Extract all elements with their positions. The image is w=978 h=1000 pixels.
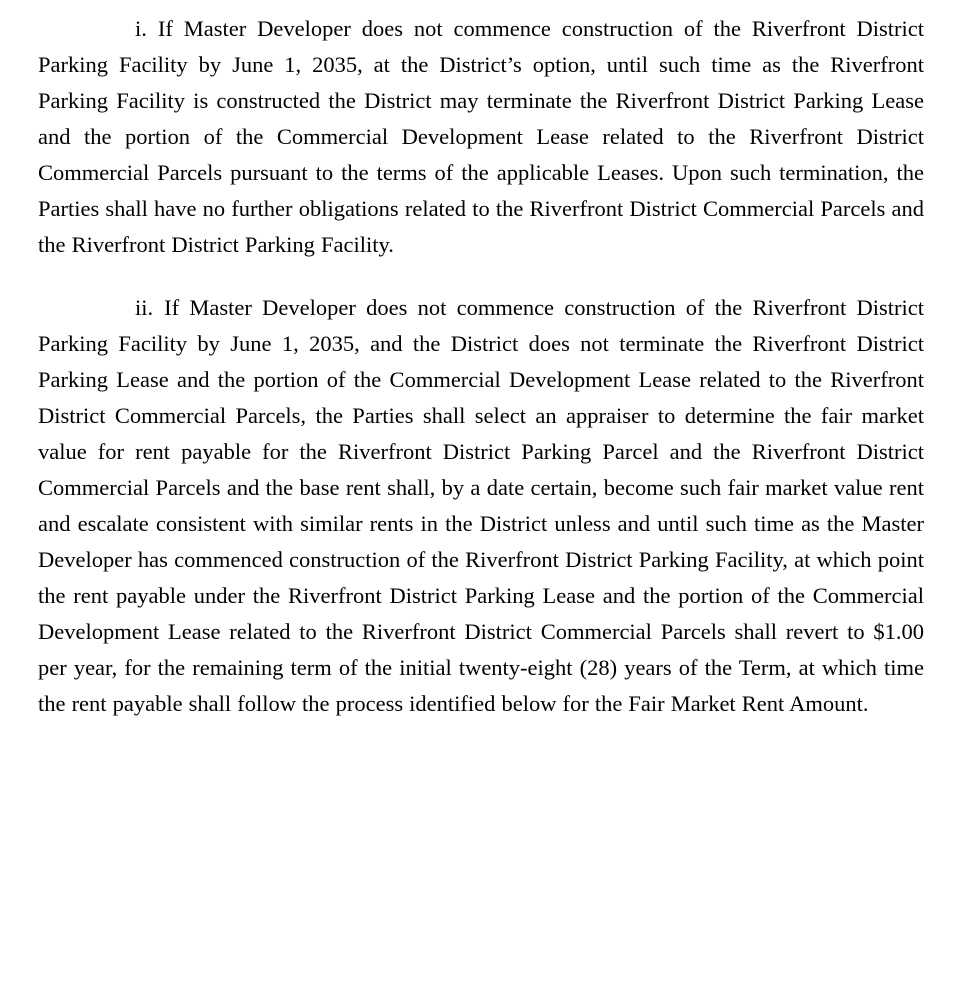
clause-paragraph-ii-text: If Master Developer does not commence construction of the Riverfront District Parking Facility by June 1, 2035, and the District does not terminate the Riverfront District Parking Lease and the portion of the Commercial Development Lease related to the Riverfront District Commercial Parcels, the Parties shall select an appraiser to determine the fair market value for rent payable for the Riverfront District Parking Parcel and the Riverfront District Commercial Parcels and the base rent shall, by a date certain, become such fair market value rent and escalate consistent with similar rents in the District unless and until such time as the Master Developer has commenced construction of the Riverfront District Parking Facility, at which point the rent payable under the Riverfront District Parking Lease and the portion of the Commercial Development Lease related to the Riverfront District Commercial Parcels shall revert to $1.00 per year, for the remaining term of the initial twenty-eight (28) years of the Term, at which time the rent payable shall follow the process identified below for the Fair Market Rent Amount. bbox=[38, 295, 924, 716]
clause-paragraph-i bbox=[38, 11, 924, 263]
list-marker-ii: ii. bbox=[135, 295, 154, 320]
list-marker-i: i. bbox=[135, 16, 147, 41]
clause-paragraph-i-text: If Master Developer does not commence construction of the Riverfront District Parking Facility by June 1, 2035, at the District’s option, until such time as the Riverfront Parking Facility is constructed the District may terminate the Riverfront District Parking Lease and the portion of the Commercial Development Lease related to the Riverfront District Commercial Parcels pursuant to the terms of the applicable Leases. Upon such termination, the Parties shall have no further obligations related to the Riverfront District Commercial Parcels and the Riverfront District Parking Facility. bbox=[38, 16, 924, 257]
clause-paragraph-ii bbox=[38, 290, 924, 722]
